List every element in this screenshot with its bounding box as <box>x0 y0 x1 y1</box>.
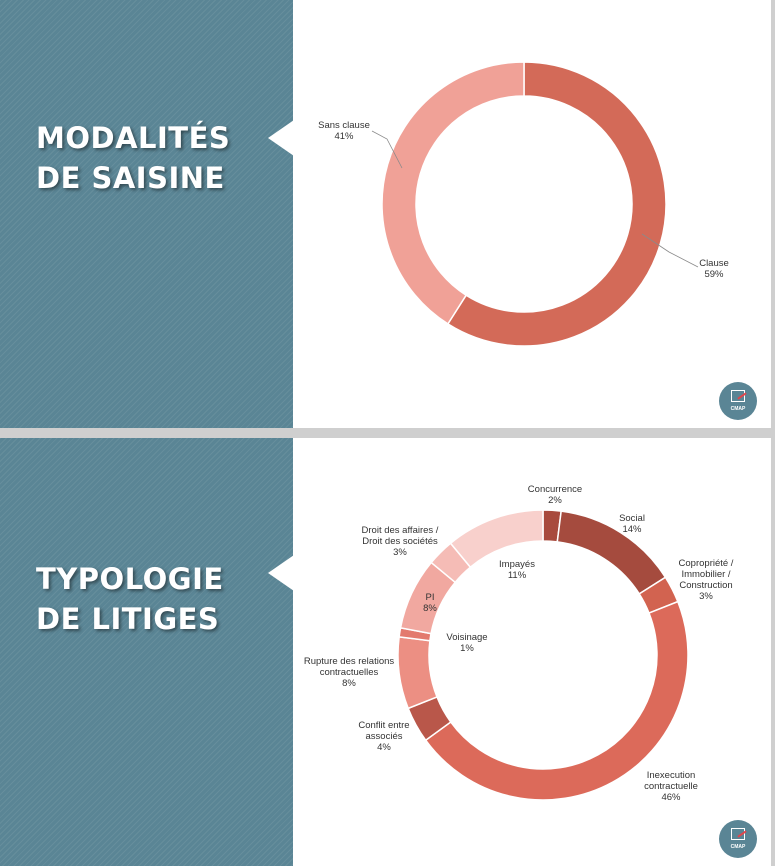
slide-title-line-2: DE SAISINE <box>36 161 225 195</box>
slide-title-line-1: TYPOLOGIE <box>36 562 224 596</box>
donut-chart-typologie <box>293 438 771 866</box>
slide-title-line-2: DE LITIGES <box>36 602 220 636</box>
cmap-logo <box>719 382 757 420</box>
panel-notch <box>268 120 294 156</box>
slide-title <box>36 559 224 639</box>
slide-typologie <box>0 438 771 866</box>
cmap-logo <box>719 820 757 858</box>
panel-notch <box>268 555 294 591</box>
data-label-impayes: Impayés 11% <box>499 559 535 581</box>
slide-title <box>36 118 230 198</box>
data-label-rupture-des-relations-contractuelles: Rupture des relations contractuelles 8% <box>303 656 395 689</box>
data-label-concurrence: Concurrence 2% <box>527 484 583 506</box>
slide-modalites <box>0 0 771 428</box>
data-label-social: Social 14% <box>619 513 645 535</box>
data-label-clause: Clause 59% <box>699 258 729 280</box>
logo-text: CMAP <box>730 844 746 850</box>
data-label-copropriete-immobilier-construction: Copropriété / Immobilier / Construction 3% <box>678 558 734 602</box>
data-label-conflit-entre-associes: Conflit entre associés 4% <box>358 720 410 753</box>
data-label-pi: PI 8% <box>423 592 437 614</box>
title-panel <box>0 0 293 428</box>
title-panel <box>0 438 293 866</box>
donut-chart-modalites <box>293 0 771 428</box>
slice-social <box>557 511 665 594</box>
slide-title-line-1: MODALITÉS <box>36 121 231 155</box>
data-label-droit-des-affaires-droit-des-societes: Droit des affaires / Droit des sociétés 3% <box>361 525 439 558</box>
slice-sans-clause <box>382 62 524 324</box>
slice-rupture-des-relations-contractuelles <box>398 637 437 709</box>
data-label-inexecution-contractuelle: Inexecution contractuelle 46% <box>644 770 698 803</box>
logo-text: CMAP <box>730 406 746 412</box>
data-label-sans-clause: Sans clause 41% <box>318 120 370 142</box>
data-label-voisinage: Voisinage 1% <box>446 632 488 654</box>
